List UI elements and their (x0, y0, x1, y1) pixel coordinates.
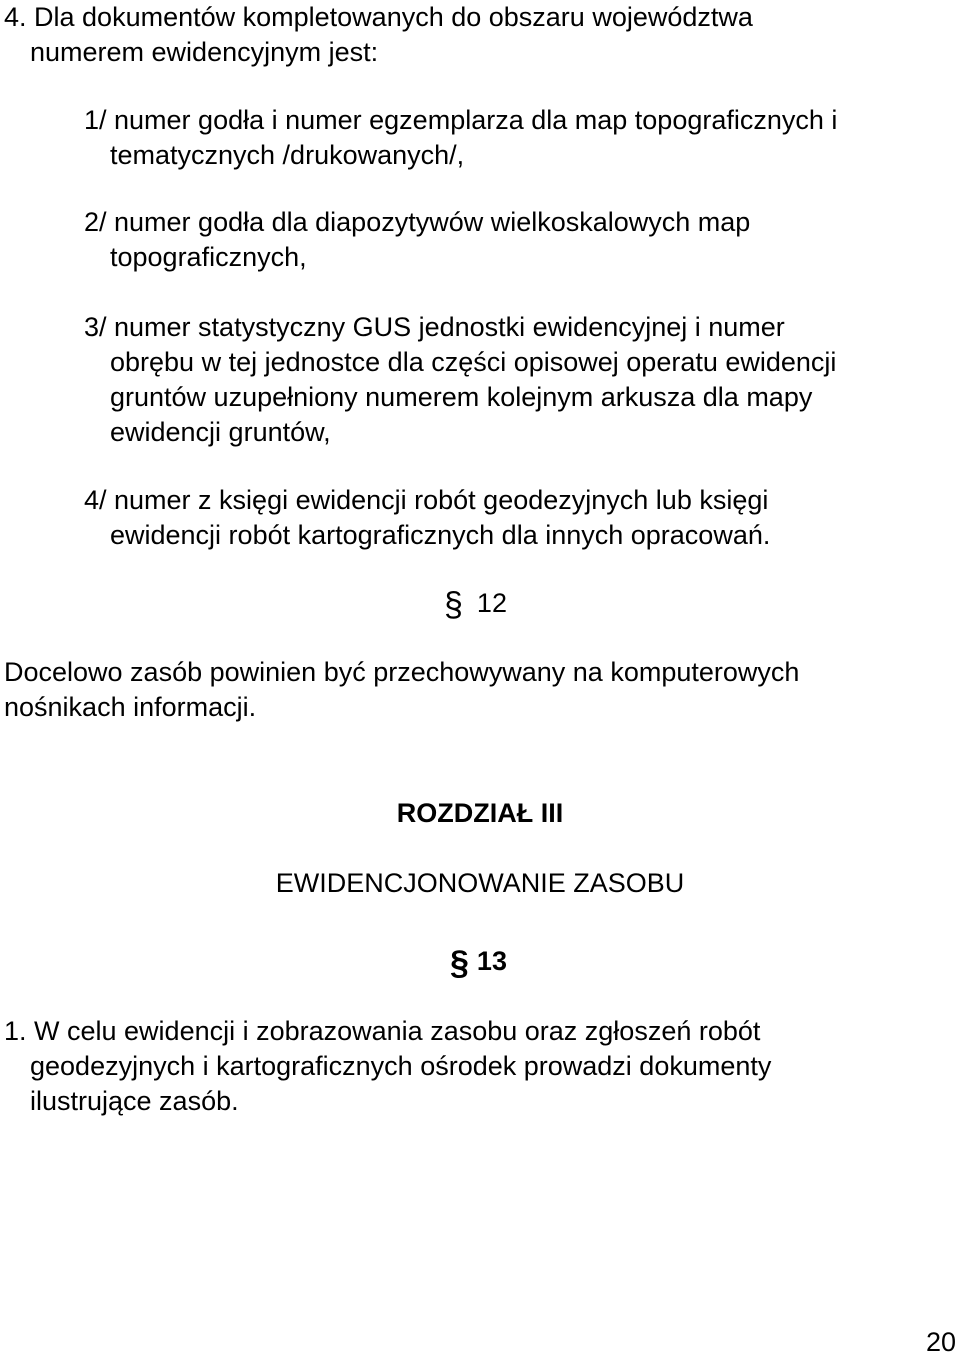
list-item-line: obrębu w tej jednostce dla części opisowej operatu ewidencji (110, 347, 837, 377)
chapter-subheading: EWIDENCJONOWANIE ZASOBU (275, 868, 685, 898)
final-line-1: 1. W celu ewidencji i zobrazowania zasobu oraz zgłoszeń robót (4, 1016, 761, 1046)
intro-paragraph (4, 0, 753, 70)
list-item (84, 103, 837, 173)
final-line-3: ilustrujące zasób. (30, 1086, 239, 1116)
final-paragraph (4, 1014, 771, 1119)
list-item-line: ewidencji gruntów, (110, 417, 331, 447)
list-item-line: 4/ numer z księgi ewidencji robót geodezyjnych lub księgi (84, 485, 769, 515)
list-item-line: topograficznych, (110, 242, 307, 272)
list-item-line: gruntów uzupełniony numerem kolejnym arkusza dla mapy (110, 382, 813, 412)
section-mark: § (450, 944, 469, 982)
section-heading-12 (444, 586, 507, 623)
section-number: 12 (476, 588, 507, 618)
section-number: 13 (476, 946, 507, 976)
storage-paragraph (4, 655, 799, 725)
list-item-line: 2/ numer godła dla diapozytywów wielkoskalowych map (84, 207, 751, 237)
list-item-line: 3/ numer statystyczny GUS jednostki ewidencyjnej i numer (84, 312, 785, 342)
list-item (84, 483, 770, 553)
chapter-heading: ROZDZIAŁ III (396, 798, 564, 828)
storage-line-1: Docelowo zasób powinien być przechowywany na komputerowych (4, 657, 800, 687)
intro-line-1: 4. Dla dokumentów kompletowanych do obszaru województwa (4, 2, 753, 32)
intro-line-2: numerem ewidencyjnym jest: (30, 37, 379, 67)
list-item-line: ewidencji robót kartograficznych dla innych opracowań. (110, 520, 771, 550)
page-number: 20 (925, 1327, 956, 1357)
final-line-2: geodezyjnych i kartograficznych ośrodek prowadzi dokumenty (30, 1051, 772, 1081)
storage-line-2: nośnikach informacji. (4, 692, 257, 722)
section-mark: § (444, 586, 463, 624)
list-item-line: 1/ numer godła i numer egzemplarza dla map topograficznych i (84, 105, 838, 135)
list-item-line: tematycznych /drukowanych/, (110, 140, 465, 170)
list-item (84, 310, 836, 450)
list-item (84, 205, 750, 275)
section-heading-13 (450, 944, 507, 981)
